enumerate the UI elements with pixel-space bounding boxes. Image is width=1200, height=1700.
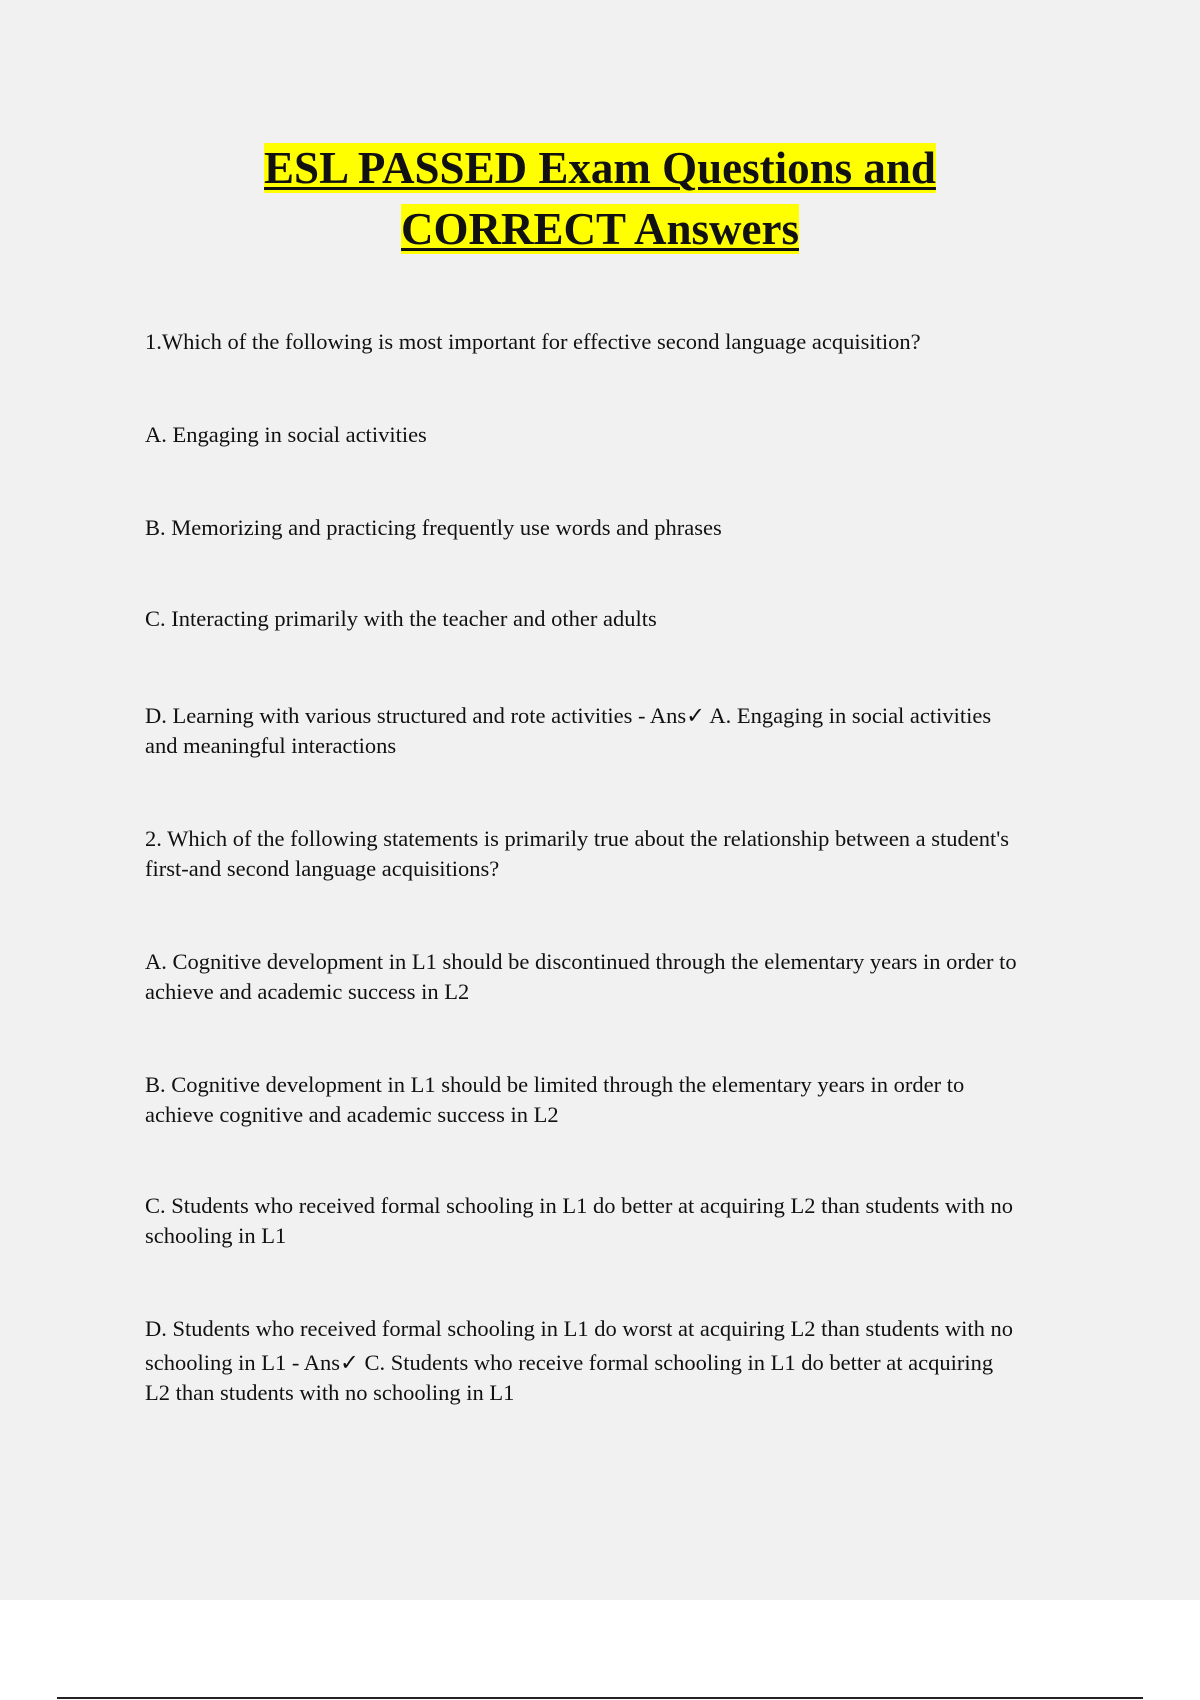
title-line-2: CORRECT Answers	[401, 204, 799, 254]
question-2-text: 2. Which of the following statements is primarily true about the relationship between a student's	[145, 826, 1010, 851]
question-2-answer-continued: L2 than students with no schooling in L1	[145, 1380, 515, 1405]
question-1-option-c: C. Interacting primarily with the teacher and other adults	[145, 606, 657, 631]
question-1-option-a: A. Engaging in social activities	[145, 422, 427, 447]
question-2-option-d: D. Students who received formal schooling in L1 do worst at acquiring L2 than students with no	[145, 1316, 1013, 1341]
question-2-option-b-continued: achieve cognitive and academic success in L2	[145, 1102, 559, 1127]
question-2-text-continued: first-and second language acquisitions?	[145, 856, 500, 881]
question-2-option-c: C. Students who received formal schooling in L1 do better at acquiring L2 than students with no	[145, 1193, 1013, 1218]
question-2-answer: schooling in L1 - Ans✓ C. Students who receive formal schooling in L1 do better at acquiring	[145, 1350, 994, 1375]
question-2-option-a: A. Cognitive development in L1 should be discontinued through the elementary years in order to	[145, 949, 1017, 974]
question-2-option-a-continued: achieve and academic success in L2	[145, 979, 470, 1004]
question-2-option-b: B. Cognitive development in L1 should be limited through the elementary years in order to	[145, 1072, 965, 1097]
question-2-option-c-continued: schooling in L1	[145, 1223, 287, 1248]
document-title	[0, 138, 1200, 260]
question-1-option-b: B. Memorizing and practicing frequently use words and phrases	[145, 515, 722, 540]
question-1-text: 1.Which of the following is most important for effective second language acquisition?	[145, 329, 921, 354]
title-line-1: ESL PASSED Exam Questions and	[264, 143, 936, 193]
question-1-answer-continued: and meaningful interactions	[145, 733, 397, 758]
footer-divider	[57, 1697, 1143, 1699]
question-1-option-d: D. Learning with various structured and rote activities - Ans✓ A. Engaging in social activities	[145, 703, 992, 728]
